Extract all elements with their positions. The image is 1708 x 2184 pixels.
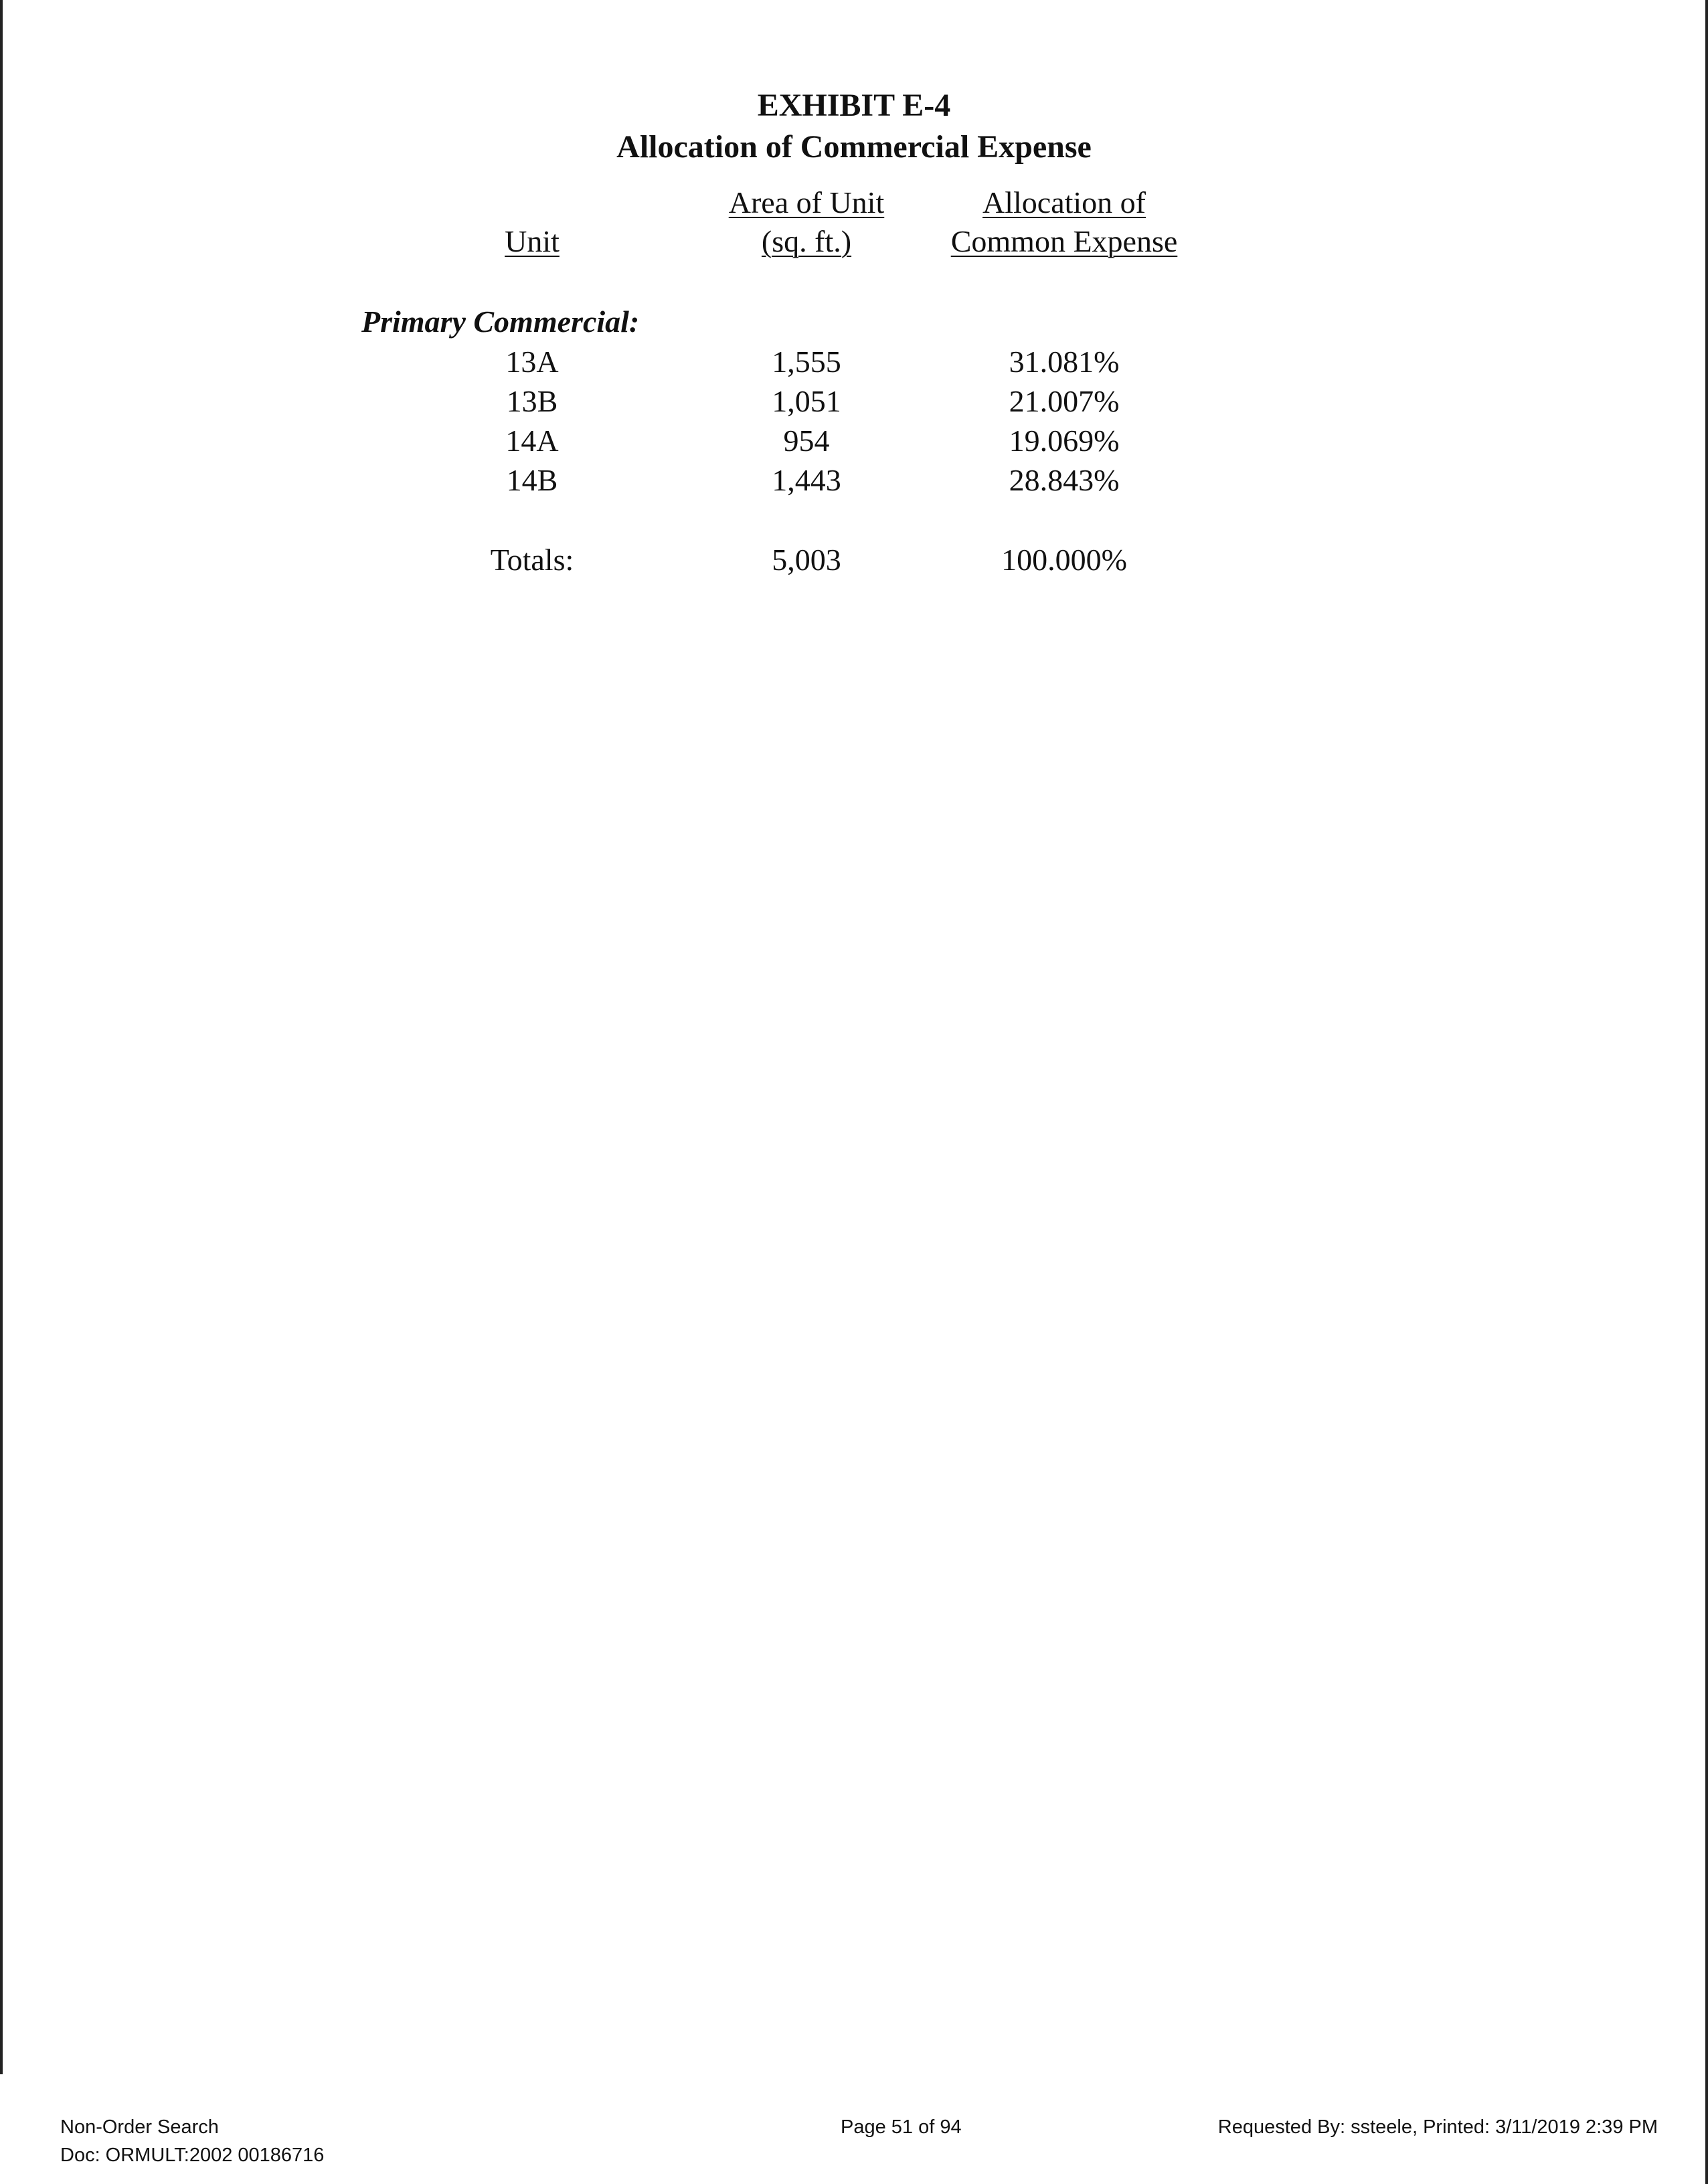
totals-label: Totals: (490, 543, 574, 577)
table-row (0, 347, 1708, 384)
allocation-cell: 19.069% (1009, 424, 1120, 458)
area-cell: 954 (783, 424, 830, 458)
unit-cell: 14A (505, 424, 559, 458)
allocation-cell: 31.081% (1009, 345, 1120, 379)
header-alloc-line1: Allocation of (983, 185, 1146, 219)
section-label: Primary Commercial: (361, 304, 640, 339)
area-cell: 1,051 (772, 384, 841, 418)
footer-page-number: Page 51 of 94 (841, 2116, 962, 2138)
header-area-line1: Area of Unit (728, 185, 885, 219)
exhibit-title: EXHIBIT E-4 (757, 88, 951, 123)
unit-cell: 13B (506, 384, 558, 418)
totals-row (0, 545, 1708, 582)
footer-doc-id: Doc: ORMULT:2002 00186716 (60, 2145, 325, 2166)
table-row (0, 386, 1708, 424)
table-row (0, 465, 1708, 503)
area-cell: 1,443 (772, 463, 841, 497)
totals-area: 5,003 (772, 543, 841, 577)
allocation-cell: 28.843% (1009, 463, 1120, 497)
scan-edge-left (0, 0, 3, 2074)
scan-edge-right (1705, 0, 1708, 2184)
exhibit-subtitle: Allocation of Commercial Expense (616, 129, 1092, 165)
footer-requested-by: Requested By: ssteele, Printed: 3/11/2019 2:39 PM (1217, 2116, 1658, 2138)
unit-cell: 13A (505, 345, 559, 379)
unit-cell: 14B (506, 463, 558, 497)
totals-allocation: 100.000% (1001, 543, 1127, 577)
table-row (0, 426, 1708, 463)
header-unit: Unit (505, 224, 560, 258)
allocation-cell: 21.007% (1009, 384, 1120, 418)
header-alloc-line2: Common Expense (950, 224, 1178, 258)
area-cell: 1,555 (772, 345, 841, 379)
header-area-line2: (sq. ft.) (761, 224, 852, 258)
footer-search-type: Non-Order Search (60, 2116, 219, 2138)
